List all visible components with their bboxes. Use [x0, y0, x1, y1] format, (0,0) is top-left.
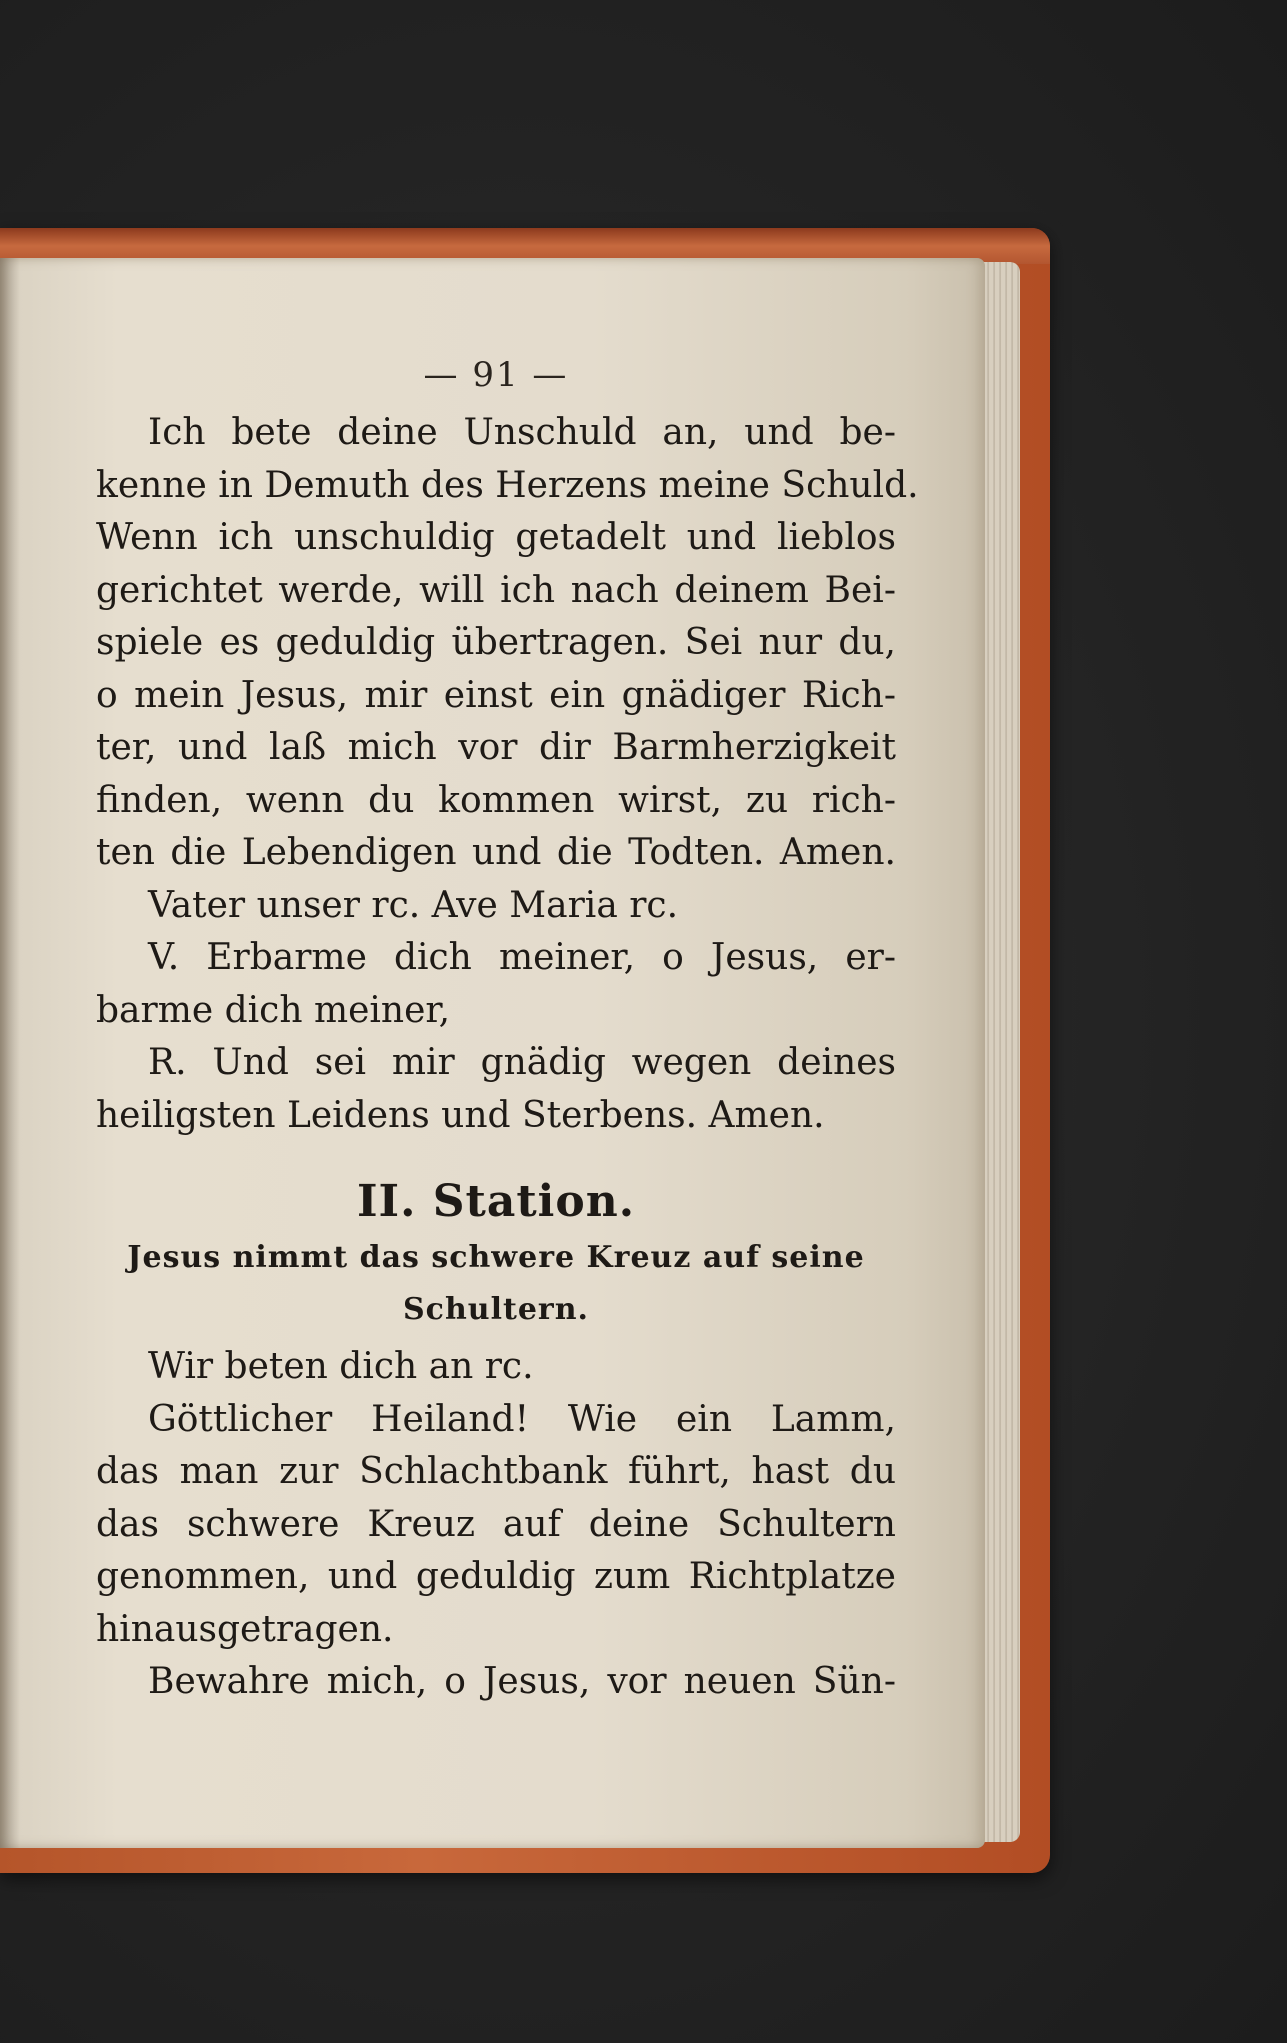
text-line: Ich bete deine Unschuld an, und be-	[148, 412, 896, 453]
paragraph-prayer	[96, 407, 919, 880]
station-subtitle	[96, 1237, 896, 1331]
text-line: heiligsten Leidens und Sterbens. Amen.	[96, 1094, 825, 1136]
subtitle-line: Schultern.	[403, 1292, 589, 1327]
text-line: V. Erbarme dich meiner, o Jesus, er-	[148, 937, 896, 978]
response	[96, 1037, 896, 1142]
text-line: o mein Jesus, mir einst ein gnädiger Rich-	[96, 674, 896, 716]
text-line: finden, wenn du kommen wirst, zu rich-	[96, 779, 896, 821]
text-line: spiele es geduldig übertragen. Sei nur du,	[96, 622, 896, 663]
versicle	[96, 932, 896, 1037]
text-line: das man zur Schlachtbank führt, hast du	[96, 1451, 896, 1492]
text-line: das schwere Kreuz auf deine Schultern	[96, 1503, 896, 1545]
wir-beten-line: Wir beten dich an rc.	[148, 1346, 534, 1387]
text-line: kenne in Demuth des Herzens meine Schuld.	[96, 464, 919, 506]
text-line: R. Und sei mir gnädig wegen deines	[148, 1042, 896, 1083]
page-number: — 91 —	[423, 355, 569, 395]
vater-unser-line: Vater unser rc. Ave Maria rc.	[148, 884, 679, 926]
text-line: barme dich meiner,	[96, 989, 451, 1031]
text-line: gerichtet werde, will ich nach deinem Bei-	[96, 569, 896, 611]
binding-shadow	[0, 258, 20, 1848]
text-line: Bewahre mich, o Jesus, vor neuen Sün-	[148, 1661, 896, 1702]
station-heading: II. Station.	[356, 1176, 636, 1227]
page-text	[96, 355, 919, 1709]
subtitle-line: Jesus nimmt das schwere Kreuz auf seine	[127, 1240, 865, 1275]
text-line: ten die Lebendigen und die Todten. Amen.	[96, 832, 896, 873]
text-line: genommen, und geduldig zum Richtplatze	[96, 1556, 896, 1597]
paragraph-heiland	[96, 1394, 896, 1657]
text-line: hinausgetragen.	[96, 1608, 394, 1650]
text-line: Göttlicher Heiland! Wie ein Lamm,	[148, 1398, 896, 1440]
text-line: ter, und laß mich vor dir Barmherzigkeit	[96, 727, 896, 768]
text-line: Wenn ich unschuldig getadelt und lieblos	[96, 517, 896, 558]
